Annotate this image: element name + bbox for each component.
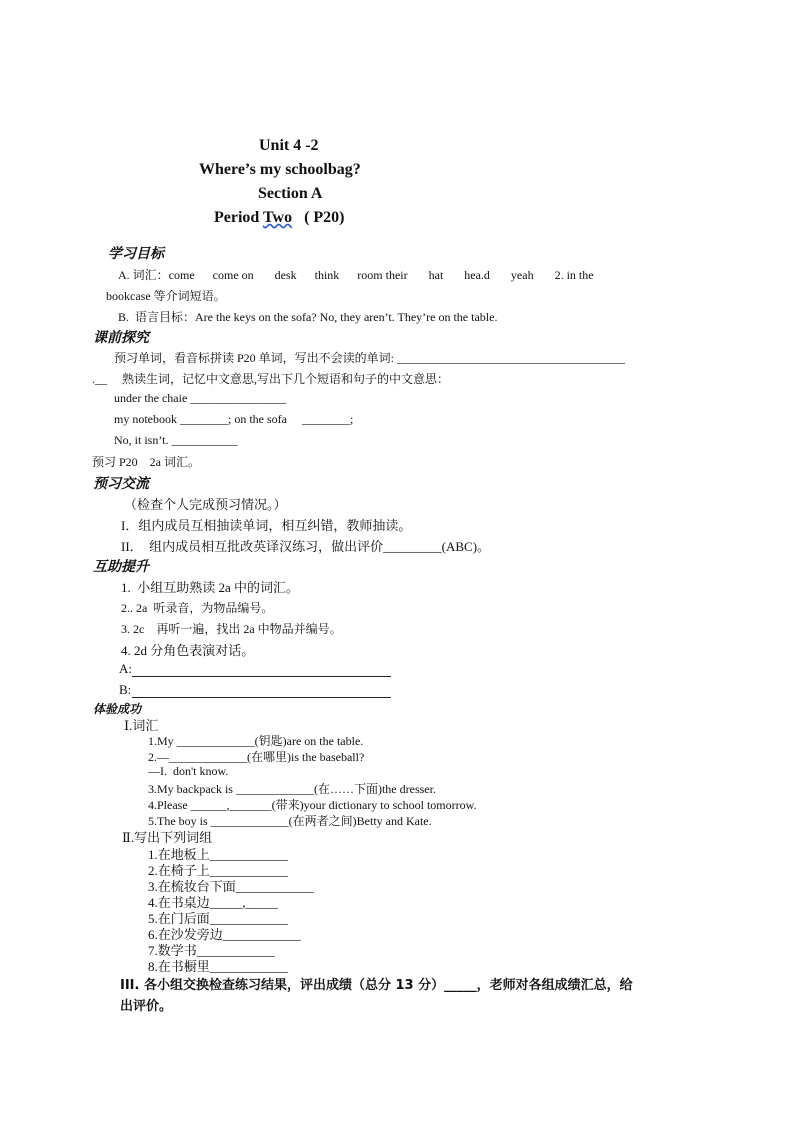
dialog-a-line	[132, 676, 391, 677]
mutual-heading: 互助提升	[93, 559, 149, 575]
part3-line-2: 出评价。	[120, 999, 173, 1014]
phrase-4: 4.在书桌边_____,_____	[148, 895, 279, 910]
preview-line-6: 预习 P20 2a 词汇。	[92, 455, 201, 469]
preview-heading: 课前探究	[93, 330, 149, 346]
goals-vocab-line: A. 词汇：come come on desk think room their hat hea.d yeah 2. in the	[118, 268, 594, 282]
lesson-question: Where’s my schoolbag?	[199, 161, 361, 178]
phrase-5: 5.在门后面____________	[148, 911, 288, 926]
preview-line-4: my notebook ________; on the sofa ________;	[114, 412, 354, 426]
phrase-8: 8.在书橱里____________	[148, 959, 288, 974]
part2-title: Ⅱ.写出下列词组	[122, 830, 213, 845]
success-heading: 体验成功	[93, 702, 142, 716]
mutual-item-1: 1. 小组互助熟读 2a 中的词汇。	[121, 580, 300, 595]
section-label: Section A	[258, 185, 323, 202]
mutual-item-4: 4. 2d 分角色表演对话。	[121, 643, 255, 658]
vocab-question-5: 5.The boy is _____________(在两者之间)Betty and Kate.	[148, 814, 432, 828]
vocab-question-3: 3.My backpack is _____________(在……下面)the dresser.	[148, 782, 436, 796]
vocab-question-2-reply: —I. don't know.	[148, 764, 229, 778]
vocab-question-2: 2.—_____________(在哪里)is the baseball?	[148, 750, 365, 764]
exchange-item-1: I．组内成员互相抽读单词，相互纠错，教师抽读。	[121, 518, 412, 533]
preview-line-5: No, it isn’t. ___________	[114, 433, 238, 447]
phrase-3: 3.在梳妆台下面____________	[148, 879, 314, 894]
part1-title: Ⅰ.词汇	[124, 718, 159, 733]
goals-heading: 学习目标	[108, 246, 164, 262]
exchange-heading: 预习交流	[93, 476, 149, 492]
preview-line-3: under the chaie ________________	[114, 391, 287, 405]
phrase-6: 6.在沙发旁边____________	[148, 927, 301, 942]
preview-line-2: .__ 熟读生词，记忆中文意思,写出下几个短语和句子的中文意思：	[92, 372, 450, 386]
vocab-question-1: 1.My _____________(钥匙)are on the table.	[148, 734, 364, 748]
period-label: Period Two ( P20)	[214, 209, 345, 226]
dialog-a-label: A:	[119, 661, 132, 676]
dialog-b-label: B:	[119, 682, 132, 697]
goals-language-line: B. 语言目标：Are the keys on the sofa? No, they aren’t. They’re on the table.	[118, 310, 498, 324]
exchange-item-2: II． 组内成员相互批改英译汉练习，做出评价_________(ABC)。	[121, 539, 491, 554]
vocab-question-4: 4.Please ______,_______(带来)your dictionary to school tomorrow.	[148, 798, 477, 812]
period-word: Two	[263, 209, 293, 226]
part3-line-1: III. 各小组交换检查练习结果，评出成绩（总分 13 分）_____，老师对各组成绩汇总，给	[120, 978, 633, 993]
preview-line-1: 预习单词，看音标拼读 P20 单词，写出不会读的单词: ______________________________________	[114, 351, 626, 365]
exchange-intro: （检查个人完成预习情况。）	[124, 497, 287, 512]
phrase-2: 2.在椅子上____________	[148, 863, 288, 878]
phrase-7: 7.数学书____________	[148, 943, 275, 958]
mutual-item-2: 2.. 2a 听录音，为物品编号。	[121, 601, 274, 615]
mutual-item-3: 3. 2c 再听一遍，找出 2a 中物品并编号。	[121, 622, 342, 636]
unit-title: Unit 4 -2	[259, 137, 319, 154]
goals-vocab-line-2: bookcase 等介词短语。	[106, 289, 226, 303]
dialog-b-line	[132, 697, 391, 698]
phrase-1: 1.在地板上____________	[148, 847, 288, 862]
